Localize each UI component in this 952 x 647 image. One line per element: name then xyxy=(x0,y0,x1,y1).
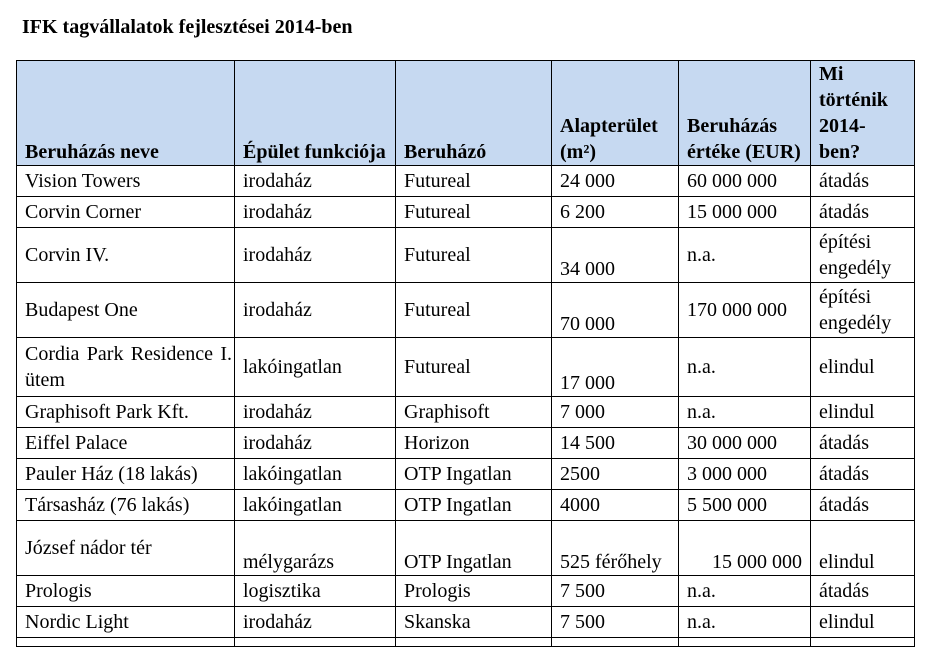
cell-empty xyxy=(552,638,679,647)
cell-investment-value: 170 000 000 xyxy=(679,283,811,338)
header-investor: Beruházó xyxy=(396,61,552,166)
cell-floor-area: 34 000 xyxy=(552,228,679,283)
cell-floor-area: 7 000 xyxy=(552,397,679,428)
cell-investor: Futureal xyxy=(396,283,552,338)
header-building-function: Épület funkciója xyxy=(235,61,396,166)
cell-floor-area: 17 000 xyxy=(552,338,679,397)
document-title: IFK tagvállalatok fejlesztései 2014-ben xyxy=(22,16,353,38)
table-row xyxy=(17,228,915,283)
cell-floor-area: 70 000 xyxy=(552,283,679,338)
cell-project-name: József nádor tér xyxy=(17,521,235,576)
header-project-name: Beruházás neve xyxy=(17,61,235,166)
cell-empty xyxy=(235,638,396,647)
header-2014-status: Mi történik 2014-ben? xyxy=(811,61,915,166)
table-row-cut-off xyxy=(17,638,915,647)
cell-project-name: Prologis xyxy=(17,576,235,607)
cell-building-function: irodaház xyxy=(235,166,396,197)
cell-investor: Futureal xyxy=(396,166,552,197)
developments-table xyxy=(16,60,915,647)
cell-building-function: lakóingatlan xyxy=(235,459,396,490)
cell-investment-value: 3 000 000 xyxy=(679,459,811,490)
cell-floor-area: 525 férőhely xyxy=(552,521,679,576)
cell-investment-value: n.a. xyxy=(679,228,811,283)
cell-project-name: Corvin IV. xyxy=(17,228,235,283)
cell-2014-status: átadás xyxy=(811,197,915,228)
cell-floor-area: 24 000 xyxy=(552,166,679,197)
cell-building-function: lakóingatlan xyxy=(235,338,396,397)
cell-project-name: Pauler Ház (18 lakás) xyxy=(17,459,235,490)
cell-investor: OTP Ingatlan xyxy=(396,490,552,521)
cell-building-function: lakóingatlan xyxy=(235,490,396,521)
cell-investment-value: 30 000 000 xyxy=(679,428,811,459)
cell-floor-area: 7 500 xyxy=(552,576,679,607)
cell-investor: Horizon xyxy=(396,428,552,459)
cell-investor: OTP Ingatlan xyxy=(396,459,552,490)
cell-investor: Futureal xyxy=(396,338,552,397)
cell-project-name: Cordia Park Residence I. ütem xyxy=(17,338,235,397)
cell-project-name: Corvin Corner xyxy=(17,197,235,228)
cell-2014-status: elindul xyxy=(811,397,915,428)
cell-2014-status: átadás xyxy=(811,490,915,521)
table-row xyxy=(17,607,915,638)
cell-2014-status: átadás xyxy=(811,166,915,197)
cell-investor: Graphisoft xyxy=(396,397,552,428)
cell-building-function: logisztika xyxy=(235,576,396,607)
cell-building-function: irodaház xyxy=(235,197,396,228)
cell-investment-value: 15 000 000 xyxy=(679,521,811,576)
table-row xyxy=(17,197,915,228)
table-row xyxy=(17,397,915,428)
table-row xyxy=(17,521,915,576)
cell-empty xyxy=(17,638,235,647)
cell-investor: Prologis xyxy=(396,576,552,607)
table-row xyxy=(17,490,915,521)
cell-2014-status: elindul xyxy=(811,338,915,397)
table-row xyxy=(17,283,915,338)
cell-investment-value: 60 000 000 xyxy=(679,166,811,197)
cell-empty xyxy=(679,638,811,647)
cell-building-function: irodaház xyxy=(235,428,396,459)
cell-floor-area: 14 500 xyxy=(552,428,679,459)
cell-investment-value: 5 500 000 xyxy=(679,490,811,521)
cell-investment-value: n.a. xyxy=(679,338,811,397)
header-row xyxy=(17,61,915,166)
cell-2014-status: átadás xyxy=(811,428,915,459)
cell-investor: Futureal xyxy=(396,228,552,283)
cell-floor-area: 6 200 xyxy=(552,197,679,228)
table-row xyxy=(17,166,915,197)
cell-empty xyxy=(396,638,552,647)
cell-project-name: Graphisoft Park Kft. xyxy=(17,397,235,428)
cell-investment-value: n.a. xyxy=(679,607,811,638)
cell-project-name: Budapest One xyxy=(17,283,235,338)
table-row xyxy=(17,428,915,459)
cell-investor: OTP Ingatlan xyxy=(396,521,552,576)
cell-empty xyxy=(811,638,915,647)
cell-2014-status: építési engedély xyxy=(811,283,915,338)
cell-project-name: Eiffel Palace xyxy=(17,428,235,459)
cell-investment-value: n.a. xyxy=(679,576,811,607)
cell-project-name: Nordic Light xyxy=(17,607,235,638)
cell-building-function: irodaház xyxy=(235,283,396,338)
cell-project-name: Társasház (76 lakás) xyxy=(17,490,235,521)
header-investment-value: Beruházás értéke (EUR) xyxy=(679,61,811,166)
cell-project-name: Vision Towers xyxy=(17,166,235,197)
cell-2014-status: átadás xyxy=(811,459,915,490)
cell-building-function: irodaház xyxy=(235,228,396,283)
cell-investor: Skanska xyxy=(396,607,552,638)
cell-investor: Futureal xyxy=(396,197,552,228)
table-row xyxy=(17,459,915,490)
cell-floor-area: 4000 xyxy=(552,490,679,521)
header-floor-area: Alapterület (m²) xyxy=(552,61,679,166)
cell-floor-area: 2500 xyxy=(552,459,679,490)
cell-investment-value: 15 000 000 xyxy=(679,197,811,228)
cell-2014-status: elindul xyxy=(811,607,915,638)
cell-2014-status: építési engedély xyxy=(811,228,915,283)
cell-investment-value: n.a. xyxy=(679,397,811,428)
cell-building-function: mélygarázs xyxy=(235,521,396,576)
cell-building-function: irodaház xyxy=(235,607,396,638)
cell-floor-area: 7 500 xyxy=(552,607,679,638)
cell-2014-status: átadás xyxy=(811,576,915,607)
table-row xyxy=(17,338,915,397)
table-row xyxy=(17,576,915,607)
cell-building-function: irodaház xyxy=(235,397,396,428)
cell-2014-status: elindul xyxy=(811,521,915,576)
